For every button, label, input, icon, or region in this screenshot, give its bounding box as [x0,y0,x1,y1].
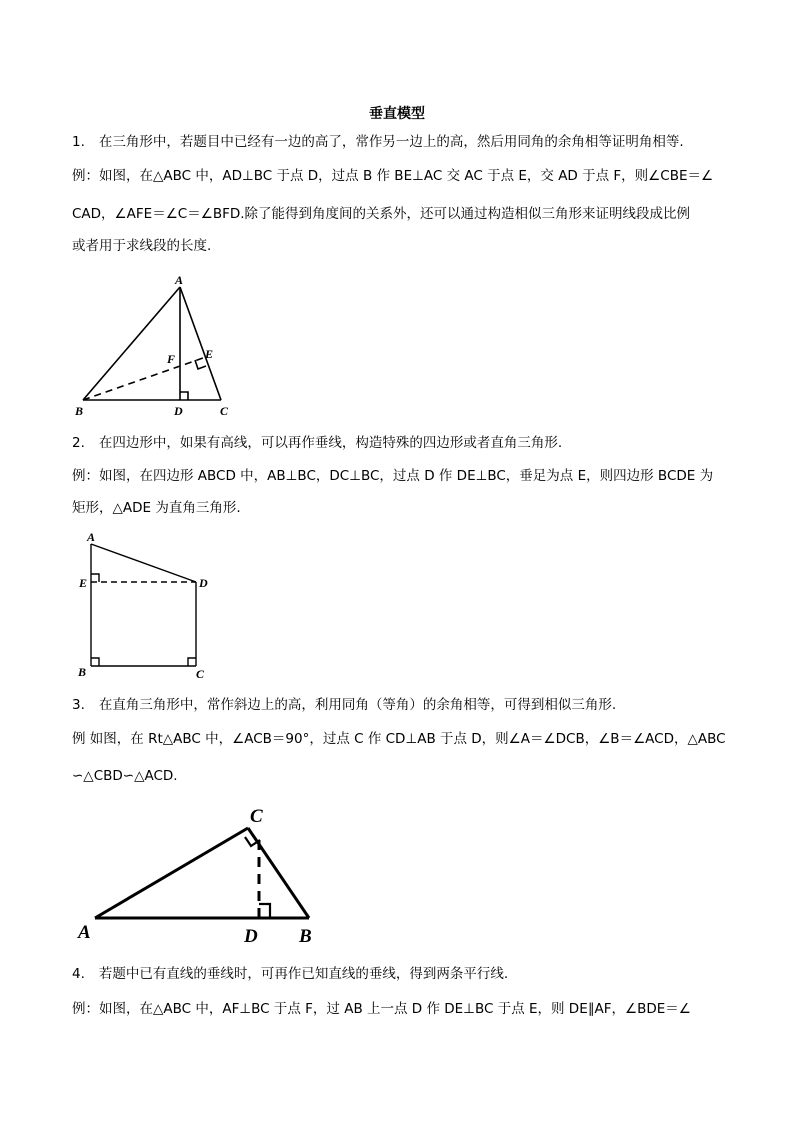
section-heading-text: 若题中已有直线的垂线时，可再作已知直线的垂线，得到两条平行线. [98,966,509,982]
label-c: C [196,667,205,681]
label-b: B [75,404,84,418]
label-a: A [87,530,96,544]
example-line: 或者用于求线段的长度. [72,238,212,254]
label-a: A [78,922,91,943]
right-angle-mark-d [180,392,188,400]
section-number: 3. [72,697,85,713]
section-4-heading [72,966,508,982]
label-e: E [79,576,88,590]
figure-2-quadrilateral [75,528,215,683]
label-a: A [175,273,184,287]
section-number: 1. [72,134,85,150]
segment-ac [180,287,221,400]
example-line: CAD，∠AFE＝∠C＝∠BFD.除了能得到角度间的关系外，还可以通过构造相似三角形来证明线段成比例 [72,206,691,222]
page-title: 垂直模型 [369,106,425,122]
label-b: B [78,665,87,679]
example-line: ∽△CBD∽△ACD. [72,768,178,784]
label-d: D [199,576,208,590]
section-1-heading [72,134,684,150]
section-number: 2. [72,435,85,451]
section-3-heading [72,697,616,713]
section-2-heading [72,435,562,451]
label-b: B [299,926,312,947]
right-angle-mark-e [91,574,99,582]
label-d: D [244,926,258,947]
figure-1-triangle [70,270,240,420]
example-line: 例 如图，在 Rt△ABC 中，∠ACB＝90°，过点 C 作 CD⊥AB 于点 D，则∠A＝∠DCB，∠B＝∠ACD，△ABC [72,731,726,747]
figure-3-right-triangle [70,800,330,950]
example-line: 矩形，△ADE 为直角三角形. [72,500,241,516]
section-heading-text: 在直角三角形中，常作斜边上的高，利用同角（等角）的余角相等，可得到相似三角形. [98,697,617,713]
section-number: 4. [72,966,85,982]
label-e: E [205,347,214,361]
example-line: 例：如图，在△ABC 中，AF⊥BC 于点 F，过 AB 上一点 D 作 DE⊥BC 于点 E，则 DE∥AF，∠BDE＝∠ [72,1001,691,1017]
label-f: F [167,352,176,366]
example-line: 例：如图，在四边形 ABCD 中，AB⊥BC，DC⊥BC，过点 D 作 DE⊥BC，垂足为点 E，则四边形 BCDE 为 [72,468,714,484]
right-angle-mark-e [195,360,206,369]
section-heading-text: 在四边形中，如果有高线，可以再作垂线，构造特殊的四边形或者直角三角形. [98,435,563,451]
right-angle-mark-b [91,658,99,666]
segment-ac [95,828,248,918]
segment-ad [91,544,196,582]
example-line: 例：如图，在△ABC 中，AD⊥BC 于点 D，过点 B 作 BE⊥AC 交 AC 于点 E，交 AD 于点 F，则∠CBE＝∠ [72,168,714,184]
section-heading-text: 在三角形中，若题目中已经有一边的高了，常作另一边上的高，然后用同角的余角相等证明角相等. [98,134,684,150]
label-c: C [250,806,263,827]
label-c: C [220,404,229,418]
label-d: D [174,404,183,418]
right-angle-mark-c [188,658,196,666]
right-angle-mark-d [259,904,270,918]
